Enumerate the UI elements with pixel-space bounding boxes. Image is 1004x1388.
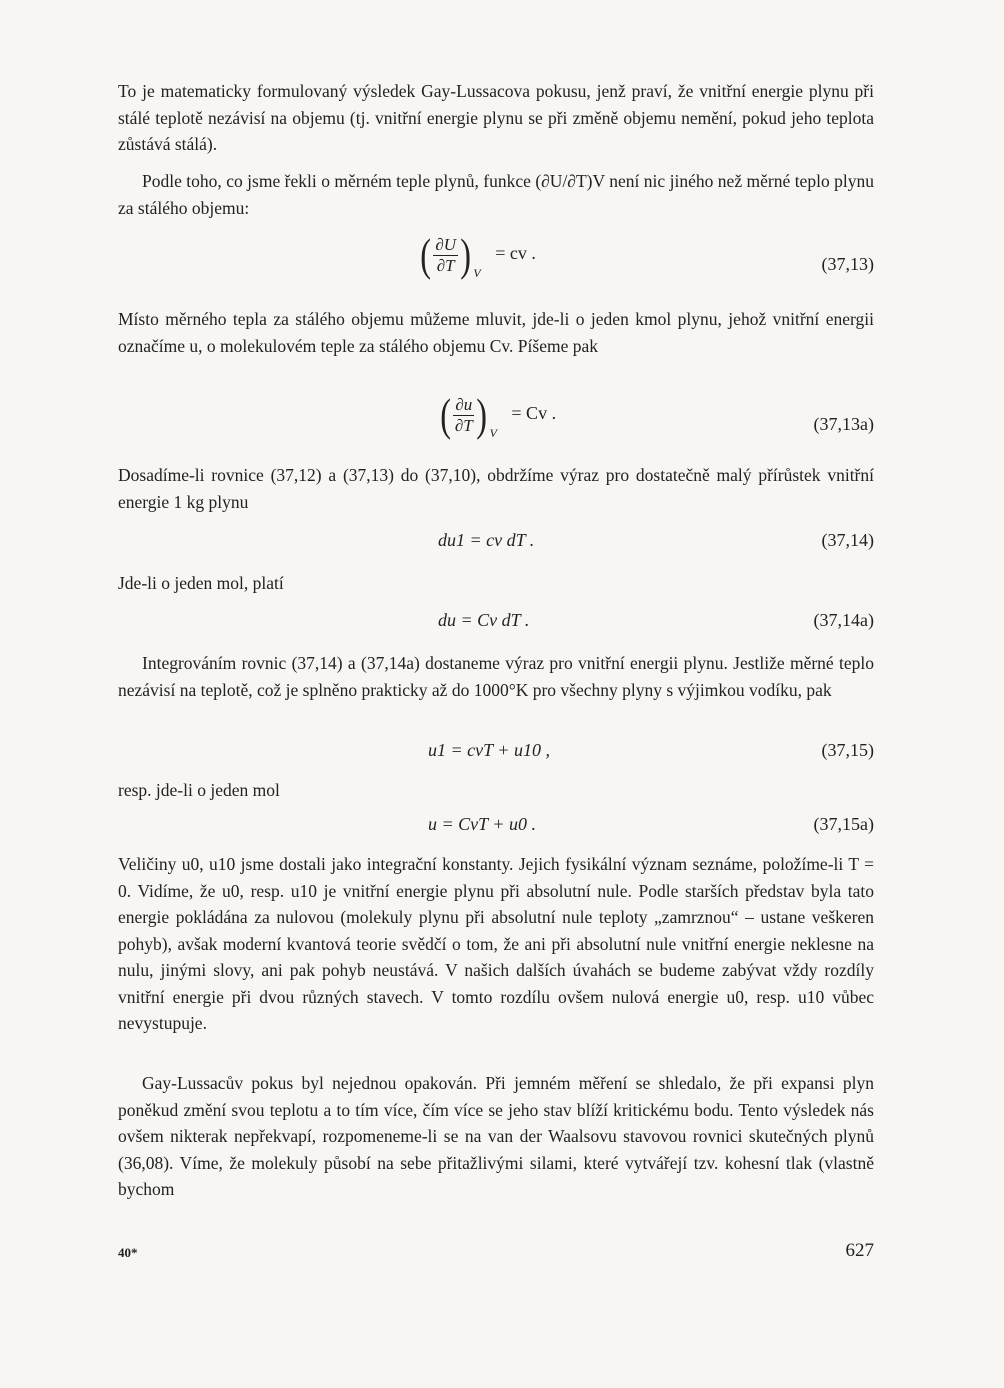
paragraph-9-text: Gay-Lussacův pokus byl nejednou opakován. Při jemném měření se shledalo, že při expansi plyn poněkud změní svou teplotu a to tím více, čím více se jeho stav blíží kritickému bodu. Tento výsledek nás ovšem nikterak nepřekvapí, rozpomeneme-li se na van der Waalsovu stavovou rovnici skutečných plynů (36,08). Víme, že molekuly působí na sebe přitažlivými silami, které vytvářejí tzv. kohesní tlak (vlastně bychom bbox=[118, 1073, 874, 1199]
equation-37-15-formula: u1 = cvT + u10 , bbox=[428, 740, 550, 760]
equation-37-15 bbox=[118, 740, 874, 780]
equation-37-13-formula: ( $\frac{\partial U}{\partial T}$ ) $_V$ = cv . bbox=[420, 229, 536, 281]
paragraph-6 bbox=[118, 650, 874, 703]
equation-37-13a-number: (37,13a) bbox=[813, 414, 874, 434]
paragraph-7 bbox=[118, 777, 874, 804]
equation-37-15a-number: (37,15a) bbox=[813, 814, 874, 834]
paragraph-1 bbox=[118, 78, 874, 158]
equation-37-13-number: (37,13) bbox=[821, 254, 874, 274]
equation-37-13a bbox=[118, 389, 874, 441]
paragraph-8-text: Veličiny u0, u10 jsme dostali jako integrační konstanty. Jejich fysikální význam seznáme, položíme-li T = 0. Vidíme, že u0, resp. u10 je vnitřní energie plynu při absolutní nule. Podle starších představ byla tato energie pokládána za nulovou (molekuly plynu při absolutní nule teploty „zamrznou“ – ustane veškeren pohyb), avšak moderní kvantová teorie svědčí o tom, že ani při absolutní nule vnitřní energie neklesne na nulu, jinými slovy, ani pak pohyb neustává. V našich dalších úvahách se budeme zabývat vždy rozdíly vnitřní energie při dvou různých stavech. V tomto rozdílu ovšem nulová energie u0, resp. u10 vůbec nevystupuje. bbox=[118, 854, 874, 1033]
paragraph-6-text: Integrováním rovnic (37,14) a (37,14a) dostaneme výraz pro vnitřní energii plynu. Jestliže měrné teplo nezávisí na teplotě, což je splněno prakticky až do 1000°K pro všechny plyny s výjimkou vodíku, pak bbox=[118, 653, 874, 700]
paragraph-2-text: Podle toho, co jsme řekli o měrném teple plynů, funkce (∂U/∂T)V není nic jiného než měrné teplo plynu za stálého objemu: bbox=[118, 171, 874, 218]
paragraph-7-text: resp. jde-li o jeden mol bbox=[118, 780, 280, 800]
equation-37-14a-formula: du = Cv dT . bbox=[438, 610, 530, 630]
equation-37-13 bbox=[118, 229, 874, 281]
equation-37-15a-formula: u = CvT + u0 . bbox=[428, 814, 536, 834]
equation-37-15-number: (37,15) bbox=[821, 740, 874, 760]
paragraph-5-text: Jde-li o jeden mol, platí bbox=[118, 573, 284, 593]
page-number: 627 bbox=[845, 1240, 874, 1261]
paragraph-4 bbox=[118, 462, 874, 515]
paragraph-2 bbox=[118, 168, 874, 221]
equation-37-14a-number: (37,14a) bbox=[813, 610, 874, 630]
equation-37-14 bbox=[118, 530, 874, 570]
equation-37-15a bbox=[118, 814, 874, 854]
paragraph-3-text: Místo měrného tepla za stálého objemu můžeme mluvit, jde-li o jeden kmol plynu, jehož vnitřní energii označíme u, o molekulovém teple za stálého objemu Cv. Píšeme pak bbox=[118, 309, 874, 356]
paragraph-3 bbox=[118, 306, 874, 359]
equation-37-14-formula: du1 = cv dT . bbox=[438, 530, 535, 550]
paragraph-4-text: Dosadíme-li rovnice (37,12) a (37,13) do (37,10), obdržíme výraz pro dostatečně malý přírůstek vnitřní energie 1 kg plynu bbox=[118, 465, 874, 512]
equation-37-14-number: (37,14) bbox=[821, 530, 874, 550]
paragraph-5 bbox=[118, 570, 874, 597]
paragraph-1-text: To je matematicky formulovaný výsledek Gay-Lussacova pokusu, jenž praví, že vnitřní energie plynu při stálé teplotě nezávisí na objemu (tj. vnitřní energie plynu se při změně objemu nemění, pokud jeho teplota zůstává stálá). bbox=[118, 81, 874, 154]
equation-37-13a-formula: ( $\frac{\partial u}{\partial T}$ ) $_V$ = Cv . bbox=[440, 389, 557, 441]
equation-37-14a bbox=[118, 610, 874, 650]
paragraph-8 bbox=[118, 851, 874, 1037]
paragraph-9 bbox=[118, 1070, 874, 1203]
signature-mark: 40* bbox=[118, 1245, 138, 1260]
